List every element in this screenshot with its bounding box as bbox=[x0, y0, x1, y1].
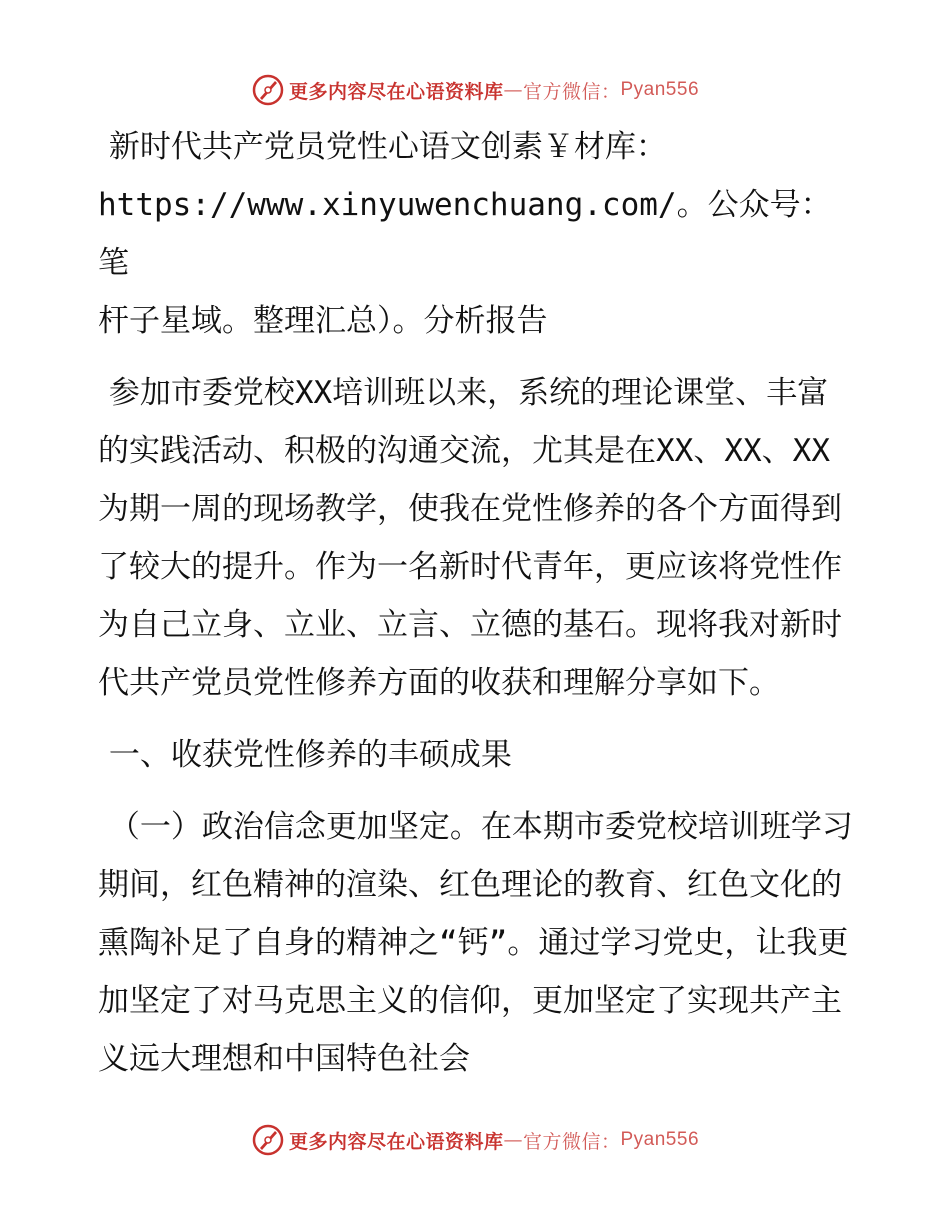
subsection-paragraph-1: （一）政治信念更加坚定。在本期市委党校培训班学习期间，红色精神的渲染、红色理论的教育、红色文化的熏陶补足了自身的精神之“钙”。通过学习党史，让我更加坚定了对马克思主义的信仰，更加坚定了实现共产主义远大理想和中国特色社会 bbox=[98, 809, 853, 1077]
title-line-2: https://www.xinyuwenchuang.com/。公众号：笔 bbox=[98, 187, 832, 281]
document-body bbox=[98, 118, 858, 1088]
banner-wechat-account: Pyan556 bbox=[620, 79, 700, 100]
banner-wechat-label: 官方微信： bbox=[522, 1130, 621, 1153]
title-line-3: 杆子星域。整理汇总）。分析报告 bbox=[98, 303, 548, 339]
header-watermark-banner bbox=[0, 70, 950, 110]
quill-logo-icon bbox=[251, 73, 285, 107]
banner-wechat-label: 官方微信： bbox=[522, 80, 621, 103]
footer-watermark-banner bbox=[0, 1120, 950, 1160]
intro-paragraph: 参加市委党校XX培训班以来，系统的理论课堂、丰富的实践活动、积极的沟通交流，尤其是在XX、XX、XX为期一周的现场教学，使我在党性修养的各个方面得到了较大的提升。作为一名新时代青年，更应该将党性作为自己立身、立业、立言、立德的基石。现将我对新时代共产党员党性修养方面的收获和理解分享如下。 bbox=[98, 375, 842, 701]
banner-wechat-account: Pyan556 bbox=[620, 1129, 700, 1150]
title-line-1: 新时代共产党员党性心语文创素￥材库： bbox=[108, 129, 667, 165]
banner-dash: — bbox=[503, 79, 523, 101]
quill-logo-icon bbox=[251, 1123, 285, 1157]
banner-dash: — bbox=[503, 1129, 523, 1151]
banner-brand-text: 更多内容尽在心语资料库 bbox=[288, 1130, 504, 1153]
banner-brand-text: 更多内容尽在心语资料库 bbox=[288, 80, 504, 103]
section-heading-1: 一、收获党性修养的丰硕成果 bbox=[108, 737, 512, 773]
